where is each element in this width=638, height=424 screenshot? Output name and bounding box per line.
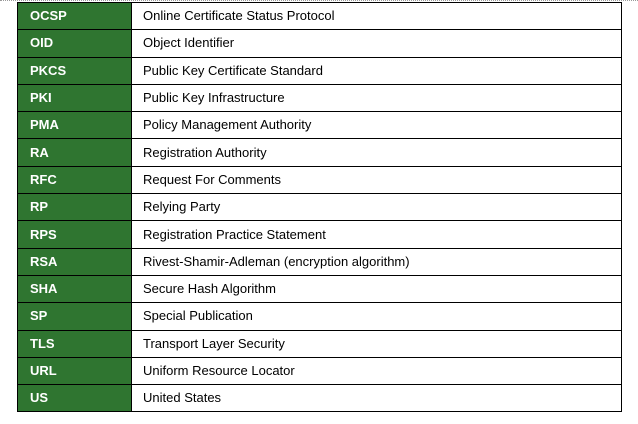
table-row (18, 30, 622, 57)
table-row (18, 166, 622, 193)
table-row (18, 221, 622, 248)
table-row (18, 357, 622, 384)
page-top-border (0, 0, 638, 1)
acronym-term: OID (18, 30, 132, 57)
acronym-term: SP (18, 303, 132, 330)
acronym-term: SHA (18, 275, 132, 302)
acronym-term: RSA (18, 248, 132, 275)
acronym-definition: Request For Comments (132, 166, 622, 193)
acronym-term: RFC (18, 166, 132, 193)
acronym-term: PMA (18, 112, 132, 139)
acronym-definition: Public Key Infrastructure (132, 84, 622, 111)
table-row (18, 303, 622, 330)
table-row (18, 385, 622, 412)
table-row (18, 3, 622, 30)
acronym-definition: Policy Management Authority (132, 112, 622, 139)
acronym-term: RA (18, 139, 132, 166)
table-row (18, 84, 622, 111)
acronym-definition: Secure Hash Algorithm (132, 275, 622, 302)
acronym-term: TLS (18, 330, 132, 357)
acronym-term: RP (18, 194, 132, 221)
acronym-definition: Uniform Resource Locator (132, 357, 622, 384)
acronym-term: PKI (18, 84, 132, 111)
acronym-definition: Object Identifier (132, 30, 622, 57)
acronym-definition: Online Certificate Status Protocol (132, 3, 622, 30)
acronym-term: PKCS (18, 57, 132, 84)
table-row (18, 112, 622, 139)
table-row (18, 194, 622, 221)
acronym-definition: Relying Party (132, 194, 622, 221)
table-row (18, 248, 622, 275)
table-row (18, 139, 622, 166)
acronym-definition: Public Key Certificate Standard (132, 57, 622, 84)
acronym-definition: Registration Authority (132, 139, 622, 166)
acronym-definition: Special Publication (132, 303, 622, 330)
acronym-definition: Rivest-Shamir-Adleman (encryption algorithm) (132, 248, 622, 275)
acronym-definition: United States (132, 385, 622, 412)
table-row (18, 57, 622, 84)
acronym-table (17, 2, 622, 412)
table-row (18, 275, 622, 302)
acronym-definition: Transport Layer Security (132, 330, 622, 357)
table-row (18, 330, 622, 357)
acronym-term: OCSP (18, 3, 132, 30)
acronym-term: URL (18, 357, 132, 384)
acronym-term: US (18, 385, 132, 412)
acronym-table-body (18, 3, 622, 412)
acronym-definition: Registration Practice Statement (132, 221, 622, 248)
acronym-term: RPS (18, 221, 132, 248)
